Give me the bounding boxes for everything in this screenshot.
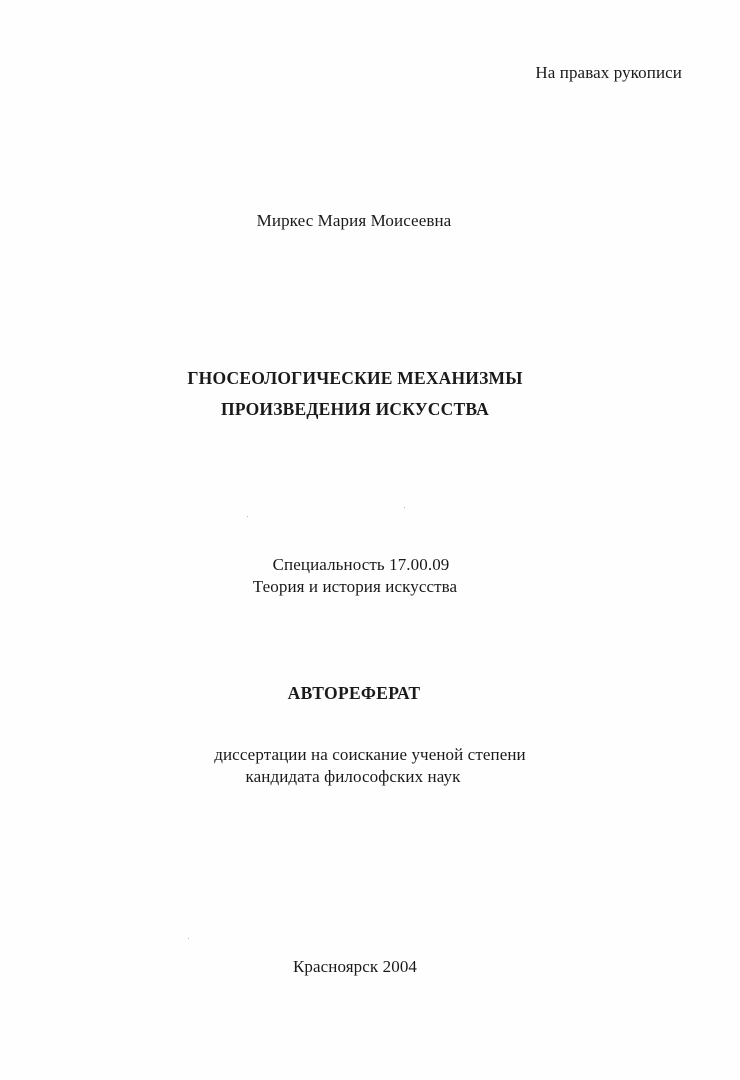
title-line-2: ПРОИЗВЕДЕНИЯ ИСКУССТВА: [221, 399, 489, 419]
city-year: Красноярск 2004: [292, 957, 418, 976]
author-name: Миркес Мария Моисеевна: [256, 211, 452, 230]
scan-speck: [188, 938, 189, 939]
specialty-name: Теория и история искусства: [252, 577, 458, 596]
scan-speck: [404, 507, 405, 508]
dissertation-line-2: кандидата философских наук: [245, 767, 461, 786]
title-line-1: ГНОСЕОЛОГИЧЕСКИЕ МЕХАНИЗМЫ: [187, 368, 523, 388]
rights-notice: На правах рукописи: [535, 63, 682, 82]
dissertation-line-1: диссертации на соискание ученой степени: [214, 745, 526, 764]
specialty-code: Специальность 17.00.09: [272, 555, 450, 574]
abstract-heading: АВТОРЕФЕРАТ: [287, 683, 421, 703]
scan-speck: [247, 516, 248, 517]
